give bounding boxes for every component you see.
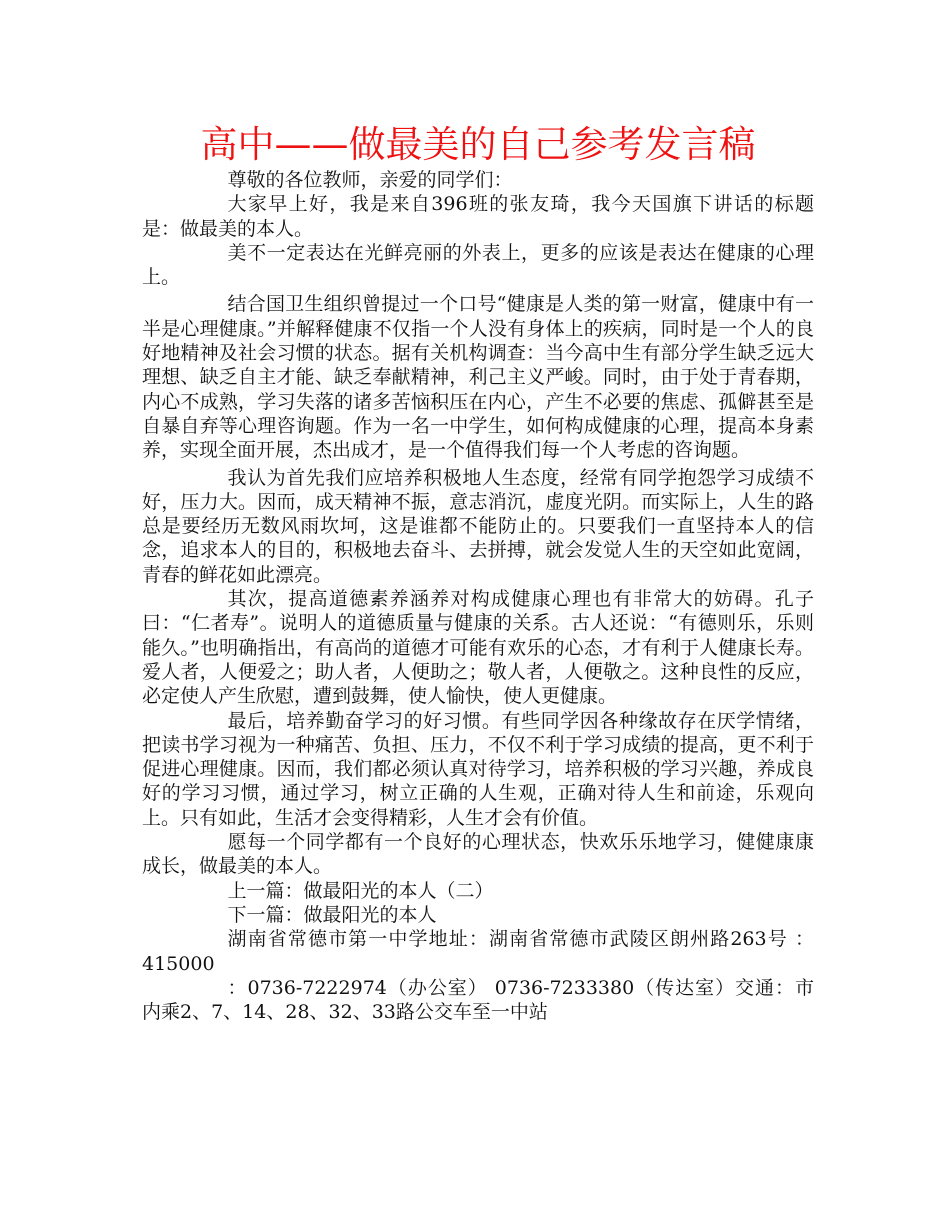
next-article-link[interactable]: 下一篇：做最阳光的本人 — [227, 903, 437, 926]
closing-paragraph: 愿每一个同学都有一个良好的心理状态，快欢乐乐地学习，健健康康成长，做最美的本人。 — [142, 831, 814, 878]
document-body — [142, 168, 814, 1024]
second-point-paragraph: 其次，提高道德素养涵养对构成健康心理也有非常大的妨碍。孔子曰：“仁者寿”。说明人的道德质量与健康的关系。古人还说：“有德则乐，乐则能久。”也明确指出，有高尚的道德才可能有欢乐的心态，才有利于人健康长寿。爱人者，人便爱之；助人者，人便助之；敬人者，人便敬之。这种良性的反应，必定使人产生欣慰，遭到鼓舞，使人愉快，使人更健康。 — [142, 588, 814, 708]
theme-paragraph: 美不一定表达在光鲜亮丽的外表上，更多的应该是表达在健康的心理上。 — [142, 241, 814, 289]
previous-article-link[interactable]: 上一篇：做最阳光的本人（二） — [227, 879, 494, 902]
document-page — [142, 122, 814, 1024]
school-address-paragraph: 湖南省常德市第一中学地址：湖南省常德市武陵区朗州路263号 ：415000 — [142, 928, 814, 975]
first-point-paragraph: 我认为首先我们应培养积极地人生态度，经常有同学抱怨学习成绩不好，压力大。因而，成天精神不振，意志消沉，虚度光阴。而实际上，人生的路总是要经历无数风雨坎坷，这是谁都不能防止的。只要我们一直坚持本人的信念，追求本人的目的，积极地去奋斗、去拼搏，就会发觉人生的天空如此宽阔，青春的鲜花如此漂亮。 — [142, 466, 814, 586]
intro-paragraph: 大家早上好，我是来自396班的张友琦，我今天国旗下讲话的标题是：做最美的本人。 — [142, 193, 814, 240]
document-title: 高中——做最美的自己参考发言稿 — [200, 123, 756, 166]
health-definition-paragraph: 结合国卫生组织曾提过一个口号“健康是人类的第一财富，健康中有一半是心理健康。”并解释健康不仅指一个人没有身体上的疾病，同时是一个人的良好地精神及社会习惯的状态。据有关机构调查：当今高中生有部分学生缺乏远大理想、缺乏自主才能、缺乏奉献精神，利己主义严峻。同时，由于处于青春期，内心不成熟，学习失落的诸多苦恼积压在内心，产生不必要的焦虑、孤僻甚至是自暴自弃等心理咨询题。作为一名一中学生，如何构成健康的心理，提高本身素养，实现全面开展，杰出成才，是一个值得我们每一个人考虑的咨询题。 — [142, 293, 814, 462]
school-contact-paragraph: ：0736-7222974（办公室） 0736-7233380（传达室）交通：市内乘2、7、14、28、32、33路公交车至一中站 — [142, 976, 814, 1024]
third-point-paragraph: 最后，培养勤奋学习的好习惯。有些同学因各种缘故存在厌学情绪，把读书学习视为一种痛苦、负担、压力，不仅不利于学习成绩的提高，更不利于促进心理健康。因而，我们都必须认真对待学习，培养积极的学习兴趣，养成良好的学习习惯，通过学习，树立正确的人生观，正确对待人生和前途，乐观向上。只有如此，生活才会变得精彩，人生才会有价值。 — [142, 709, 814, 829]
greeting-paragraph: 尊敬的各位教师，亲爱的同学们： — [227, 169, 513, 191]
